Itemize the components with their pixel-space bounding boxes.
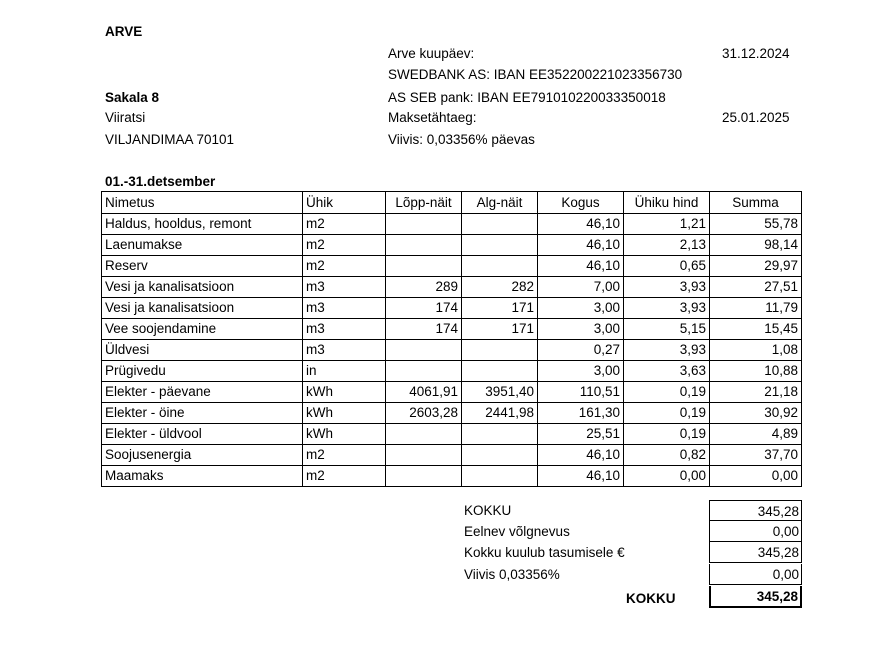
table-cell: Laenumakse [102,235,303,256]
col-header-alg-nait: Alg-näit [462,192,538,214]
total-value: 345,28 [709,500,802,521]
payable-value: 345,28 [709,542,802,563]
table-cell: Vesi ja kanalisatsioon [102,298,303,319]
customer-name: Sakala 8 [105,90,160,105]
table-cell [386,256,462,277]
table-row [102,403,802,424]
table-cell: 46,10 [538,235,624,256]
col-header-summa: Summa [710,192,802,214]
table-cell: 46,10 [538,466,624,487]
table-cell: 3,93 [624,277,710,298]
bank-swedbank: SWEDBANK AS: IBAN EE352200221023356730 [388,67,683,82]
table-cell: 2,13 [624,235,710,256]
table-cell: 174 [386,319,462,340]
table-cell [462,214,538,235]
invoice-date-label: Arve kuupäev: [388,46,475,61]
due-date-label: Maksetähtaeg: [388,110,477,125]
billing-period: 01.-31.detsember [105,174,216,189]
table-cell: 4,89 [710,424,802,445]
invoice-date-value: 31.12.2024 [722,46,790,61]
table-cell [462,340,538,361]
table-cell [386,445,462,466]
table-cell [462,256,538,277]
table-cell [386,340,462,361]
table-cell: 0,65 [624,256,710,277]
table-cell: Elekter - päevane [102,382,303,403]
table-cell [462,424,538,445]
table-cell [386,466,462,487]
table-cell [386,235,462,256]
table-row [102,214,802,235]
table-cell: 3,93 [624,298,710,319]
table-cell: 1,21 [624,214,710,235]
table-cell: 0,19 [624,424,710,445]
grand-total-label: KOKKU [626,591,676,606]
table-cell: 171 [462,298,538,319]
table-cell: Haldus, hooldus, remont [102,214,303,235]
table-cell [462,235,538,256]
table-cell: m2 [303,256,386,277]
table-cell: 282 [462,277,538,298]
table-cell: m3 [303,298,386,319]
bank-seb: AS SEB pank: IBAN EE791010220033350018 [388,90,666,105]
table-row [102,445,802,466]
total-label: KOKKU [464,503,512,518]
payable-label: Kokku kuulub tasumisele € [464,545,625,560]
table-row [102,340,802,361]
interest-rate: Viivis: 0,03356% päevas [388,132,535,147]
table-cell: 0,00 [710,466,802,487]
table-cell: m3 [303,340,386,361]
table-cell: Vee soojendamine [102,319,303,340]
table-cell: 174 [386,298,462,319]
col-header-kogus: Kogus [538,192,624,214]
previous-debt-label: Eelnev võlgnevus [464,524,570,539]
table-cell: 3951,40 [462,382,538,403]
table-cell: 0,27 [538,340,624,361]
table-cell: Elekter - üldvool [102,424,303,445]
table-row [102,382,802,403]
table-cell [462,466,538,487]
table-cell: 46,10 [538,214,624,235]
document-title: ARVE [105,24,143,39]
table-cell: Üldvesi [102,340,303,361]
table-cell: 55,78 [710,214,802,235]
col-header-uhik: Ühik [303,192,386,214]
grand-total-value: 345,28 [709,586,802,608]
table-cell: 46,10 [538,256,624,277]
table-cell: 5,15 [624,319,710,340]
table-cell: 98,14 [710,235,802,256]
table-cell: 30,92 [710,403,802,424]
table-cell: 110,51 [538,382,624,403]
table-cell: m2 [303,445,386,466]
table-cell: kWh [303,403,386,424]
table-cell: 2441,98 [462,403,538,424]
table-cell: 29,97 [710,256,802,277]
table-cell: 0,19 [624,382,710,403]
penalty-value: 0,00 [709,564,802,585]
table-cell: 10,88 [710,361,802,382]
table-cell: 1,08 [710,340,802,361]
table-cell: 3,93 [624,340,710,361]
items-table [101,191,802,487]
table-cell: Reserv [102,256,303,277]
previous-debt-value: 0,00 [709,521,802,542]
table-cell: 0,82 [624,445,710,466]
penalty-label: Viivis 0,03356% [464,567,560,582]
table-cell: 11,79 [710,298,802,319]
table-row [102,466,802,487]
table-cell: m2 [303,466,386,487]
table-cell: Prügivedu [102,361,303,382]
table-cell: m3 [303,319,386,340]
col-header-lopp-nait: Lõpp-näit [386,192,462,214]
table-cell: kWh [303,424,386,445]
table-cell: 46,10 [538,445,624,466]
table-cell: 25,51 [538,424,624,445]
table-cell: 27,51 [710,277,802,298]
table-row [102,361,802,382]
table-cell: 15,45 [710,319,802,340]
table-cell: 0,00 [624,466,710,487]
table-cell: 3,00 [538,361,624,382]
table-cell: 3,00 [538,298,624,319]
table-cell: 4061,91 [386,382,462,403]
table-cell: Soojusenergia [102,445,303,466]
table-cell [462,445,538,466]
table-row [102,235,802,256]
table-cell: 171 [462,319,538,340]
due-date-value: 25.01.2025 [722,110,790,125]
table-cell: 0,19 [624,403,710,424]
table-cell: in [303,361,386,382]
table-row [102,298,802,319]
table-cell [386,361,462,382]
table-cell: 2603,28 [386,403,462,424]
table-cell: 7,00 [538,277,624,298]
table-cell: Vesi ja kanalisatsioon [102,277,303,298]
table-cell: 289 [386,277,462,298]
customer-region: VILJANDIMAA 70101 [105,132,235,147]
table-cell [386,424,462,445]
table-cell: m2 [303,235,386,256]
table-header-row [102,192,802,214]
table-row [102,319,802,340]
table-row [102,256,802,277]
table-row [102,277,802,298]
table-cell: 161,30 [538,403,624,424]
table-cell: m3 [303,277,386,298]
table-cell: 37,70 [710,445,802,466]
table-cell: 21,18 [710,382,802,403]
table-cell: m2 [303,214,386,235]
table-cell: Elekter - öine [102,403,303,424]
table-cell [386,214,462,235]
col-header-nimetus: Nimetus [102,192,303,214]
table-cell: Maamaks [102,466,303,487]
col-header-uhiku-hind: Ühiku hind [624,192,710,214]
table-cell: kWh [303,382,386,403]
table-cell [462,361,538,382]
table-cell: 3,00 [538,319,624,340]
table-row [102,424,802,445]
table-cell: 3,63 [624,361,710,382]
customer-city: Viiratsi [105,110,146,125]
